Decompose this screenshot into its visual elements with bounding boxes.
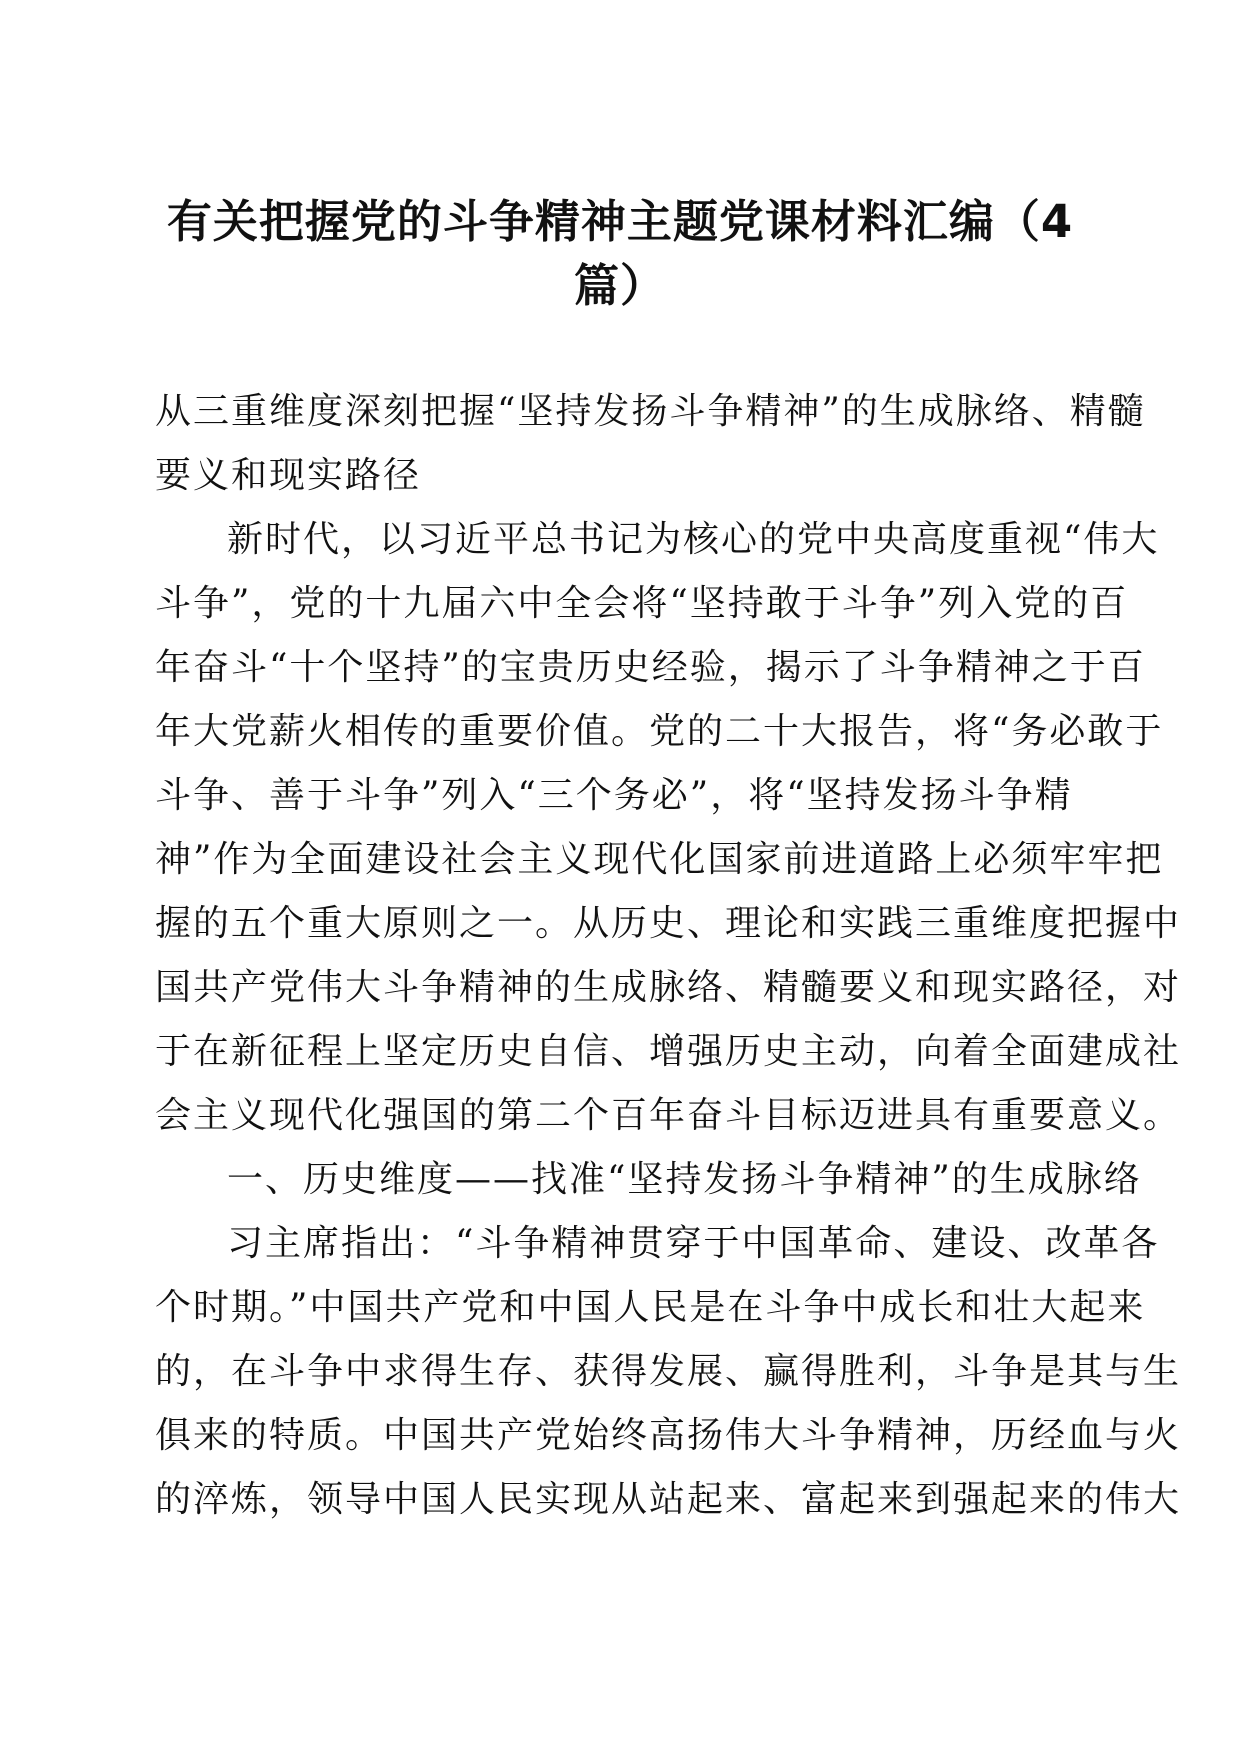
subtitle-line-2: 要义和现实路径 [155,455,422,496]
subtitle-line-1: 从三重维度深刻把握“坚持发扬斗争精神”的生成脉络、精髓 [155,391,1146,432]
paragraph-line: 的淬炼，领导中国人民实现从站起来、富起来到强起来的伟大 [155,1479,1182,1520]
section-heading [155,1148,1142,1212]
document-body [155,380,1182,1532]
section-heading-text: 一、历史维度——找准“坚持发扬斗争精神”的生成脉络 [227,1159,1142,1200]
document-title [155,190,1085,318]
paragraph-line: 斗争、善于斗争”列入“三个务必”，将“坚持发扬斗争精 [155,775,1073,816]
paragraph-history [155,1212,1182,1532]
paragraph-line: 俱来的特质。中国共产党始终高扬伟大斗争精神，历经血与火 [155,1415,1182,1456]
paragraph-line: 年大党薪火相传的重要价值。党的二十大报告，将“务必敢于 [155,711,1164,752]
article-subtitle [155,380,1146,508]
paragraph-line: 习主席指出：“斗争精神贯穿于中国革命、建设、改革各 [227,1223,1160,1264]
paragraph-line: 神”作为全面建设社会主义现代化国家前进道路上必须牢牢把 [155,839,1164,880]
paragraph-line: 握的五个重大原则之一。从历史、理论和实践三重维度把握中 [155,903,1182,944]
paragraph-intro [155,508,1182,1148]
paragraph-line: 的，在斗争中求得生存、获得发展、赢得胜利，斗争是其与生 [155,1351,1182,1392]
paragraph-line: 会主义现代化强国的第二个百年奋斗目标迈进具有重要意义。 [155,1095,1182,1136]
title-line-1: 有关把握党的斗争精神主题党课材料汇编（4 [166,195,1074,248]
paragraph-line: 新时代，以习近平总书记为核心的党中央高度重视“伟大 [227,519,1160,560]
paragraph-line: 个时期。”中国共产党和中国人民是在斗争中成长和壮大起来 [155,1287,1146,1328]
paragraph-line: 国共产党伟大斗争精神的生成脉络、精髓要义和现实路径，对 [155,967,1182,1008]
paragraph-line: 斗争”，党的十九届六中全会将“坚持敢于斗争”列入党的百 [155,583,1129,624]
paragraph-line: 于在新征程上坚定历史自信、增强历史主动，向着全面建成社 [155,1031,1182,1072]
title-line-2: 篇） [573,259,666,312]
paragraph-line: 年奋斗“十个坚持”的宝贵历史经验，揭示了斗争精神之于百 [155,647,1146,688]
